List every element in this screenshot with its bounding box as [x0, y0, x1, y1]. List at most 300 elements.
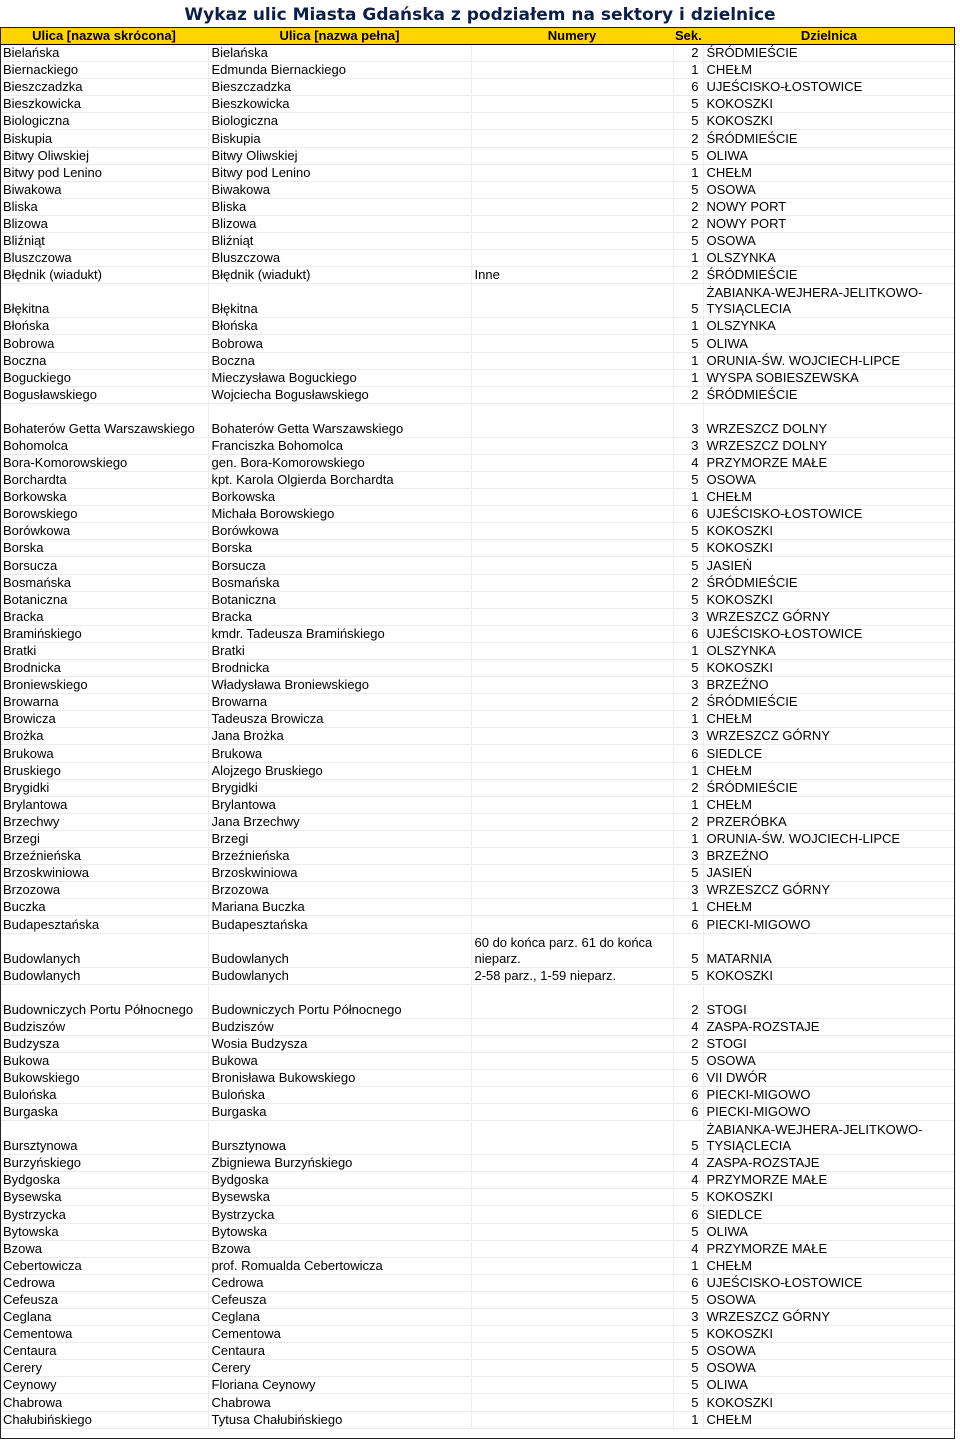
- cell-short-name: Borsucza: [0, 557, 208, 574]
- cell-district: PIECKI-MIGOWO: [703, 1086, 955, 1103]
- cell-full-name: Bitwy Oliwskiej: [208, 147, 471, 164]
- cell-full-name: Browarna: [208, 694, 471, 711]
- table-row: [0, 250, 955, 267]
- cell-full-name: Bluszczowa: [208, 250, 471, 267]
- cell-numbers: [471, 198, 673, 215]
- cell-district: WRZESZCZ GÓRNY: [703, 608, 955, 625]
- cell-full-name: Mariana Buczka: [208, 899, 471, 916]
- table-row: [0, 437, 955, 454]
- table-row: [0, 267, 955, 284]
- cell-full-name: Wosia Budzysza: [208, 1035, 471, 1052]
- cell-sector: 5: [673, 865, 703, 882]
- cell-short-name: Brukowa: [0, 745, 208, 762]
- cell-numbers: [471, 642, 673, 659]
- cell-district: ŚRÓDMIEŚCIE: [703, 574, 955, 591]
- cell-short-name: Ceglana: [0, 1309, 208, 1326]
- table-row: [0, 1309, 955, 1326]
- table-row: [0, 711, 955, 728]
- cell-short-name: Bogusławskiego: [0, 386, 208, 403]
- cell-district: VII DWÓR: [703, 1069, 955, 1086]
- cell-short-name: Browarna: [0, 694, 208, 711]
- table-row: [0, 1291, 955, 1308]
- cell-sector: 5: [673, 1291, 703, 1308]
- page-title: Wykaz ulic Miasta Gdańska z podziałem na sektory i dzielnice: [184, 5, 776, 25]
- table-row: [0, 352, 955, 369]
- cell-short-name: Borchardta: [0, 471, 208, 488]
- cell-full-name: Botaniczna: [208, 591, 471, 608]
- cell-full-name: Bliźniąt: [208, 233, 471, 250]
- cell-district: WRZESZCZ DOLNY: [703, 437, 955, 454]
- cell-sector: 6: [673, 506, 703, 523]
- cell-full-name: Brzegi: [208, 830, 471, 847]
- cell-sector: 2: [673, 130, 703, 147]
- cell-district: CHEŁM: [703, 62, 955, 79]
- header-district: Dzielnica: [703, 27, 955, 45]
- table-row: [0, 728, 955, 745]
- table-row: [0, 454, 955, 471]
- cell-numbers: [471, 489, 673, 506]
- cell-numbers: [471, 284, 673, 318]
- cell-short-name: Błońska: [0, 318, 208, 335]
- cell-full-name: Budapesztańska: [208, 916, 471, 933]
- cell-full-name: Błońska: [208, 318, 471, 335]
- cell-short-name: Brodnicka: [0, 660, 208, 677]
- cell-numbers: [471, 1360, 673, 1377]
- cell-district: STOGI: [703, 984, 955, 1018]
- cell-sector: 2: [673, 694, 703, 711]
- cell-short-name: Biwakowa: [0, 181, 208, 198]
- cell-numbers: [471, 96, 673, 113]
- cell-numbers: [471, 113, 673, 130]
- cell-full-name: Chabrowa: [208, 1394, 471, 1411]
- cell-sector: 5: [673, 1360, 703, 1377]
- cell-short-name: Budapesztańska: [0, 916, 208, 933]
- cell-numbers: [471, 437, 673, 454]
- cell-numbers: [471, 1052, 673, 1069]
- cell-district: WRZESZCZ GÓRNY: [703, 882, 955, 899]
- cell-short-name: Borska: [0, 540, 208, 557]
- cell-district: ORUNIA-ŚW. WOJCIECH-LIPCE: [703, 352, 955, 369]
- cell-district: UJEŚCISKO-ŁOSTOWICE: [703, 79, 955, 96]
- cell-full-name: Władysława Broniewskiego: [208, 677, 471, 694]
- cell-district: WRZESZCZ GÓRNY: [703, 728, 955, 745]
- cell-sector: 1: [673, 250, 703, 267]
- table-body: [0, 45, 955, 1429]
- table-row: [0, 625, 955, 642]
- cell-numbers: [471, 215, 673, 232]
- cell-district: CHEŁM: [703, 762, 955, 779]
- cell-full-name: Brzozowa: [208, 882, 471, 899]
- cell-full-name: Tytusa Chałubińskiego: [208, 1411, 471, 1428]
- cell-sector: 5: [673, 1121, 703, 1155]
- cell-numbers: [471, 984, 673, 1018]
- cell-numbers: [471, 1172, 673, 1189]
- cell-district: SIEDLCE: [703, 1206, 955, 1223]
- cell-sector: 2: [673, 1035, 703, 1052]
- cell-sector: 1: [673, 830, 703, 847]
- cell-full-name: Bzowa: [208, 1240, 471, 1257]
- cell-district: ZASPA-ROZSTAJE: [703, 1018, 955, 1035]
- cell-short-name: Bruskiego: [0, 762, 208, 779]
- cell-full-name: Bliska: [208, 198, 471, 215]
- cell-full-name: Bukowa: [208, 1052, 471, 1069]
- cell-numbers: [471, 1018, 673, 1035]
- cell-district: UJEŚCISKO-ŁOSTOWICE: [703, 625, 955, 642]
- cell-short-name: Bukowa: [0, 1052, 208, 1069]
- cell-full-name: Jana Brożka: [208, 728, 471, 745]
- cell-sector: 5: [673, 1189, 703, 1206]
- cell-numbers: [471, 1291, 673, 1308]
- cell-sector: 1: [673, 762, 703, 779]
- cell-district: ŚRÓDMIEŚCIE: [703, 267, 955, 284]
- cell-sector: 1: [673, 899, 703, 916]
- cell-district: KOKOSZKI: [703, 96, 955, 113]
- cell-numbers: [471, 1155, 673, 1172]
- cell-full-name: Bracka: [208, 608, 471, 625]
- cell-full-name: Cementowa: [208, 1326, 471, 1343]
- cell-district: OLSZYNKA: [703, 250, 955, 267]
- cell-short-name: Bystrzycka: [0, 1206, 208, 1223]
- table-row: [0, 198, 955, 215]
- table-row: [0, 386, 955, 403]
- cell-full-name: Budowniczych Portu Północnego: [208, 984, 471, 1018]
- cell-district: OLIWA: [703, 147, 955, 164]
- cell-sector: 6: [673, 916, 703, 933]
- table-row: [0, 608, 955, 625]
- cell-full-name: Błędnik (wiadukt): [208, 267, 471, 284]
- cell-sector: 3: [673, 728, 703, 745]
- cell-sector: 6: [673, 1104, 703, 1121]
- cell-district: OSOWA: [703, 233, 955, 250]
- cell-full-name: Bydgoska: [208, 1172, 471, 1189]
- cell-district: OSOWA: [703, 181, 955, 198]
- cell-full-name: gen. Bora-Komorowskiego: [208, 454, 471, 471]
- cell-district: OLIWA: [703, 1223, 955, 1240]
- cell-district: NOWY PORT: [703, 198, 955, 215]
- cell-full-name: Borówkowa: [208, 523, 471, 540]
- table-row: [0, 882, 955, 899]
- cell-full-name: Bronisława Bukowskiego: [208, 1069, 471, 1086]
- cell-numbers: [471, 1343, 673, 1360]
- cell-sector: 2: [673, 984, 703, 1018]
- cell-sector: 3: [673, 403, 703, 437]
- table-row: [0, 779, 955, 796]
- cell-numbers: [471, 369, 673, 386]
- cell-short-name: Brożka: [0, 728, 208, 745]
- cell-short-name: Bora-Komorowskiego: [0, 454, 208, 471]
- cell-sector: 4: [673, 454, 703, 471]
- cell-sector: 2: [673, 215, 703, 232]
- cell-full-name: Cedrowa: [208, 1274, 471, 1291]
- cell-sector: 6: [673, 625, 703, 642]
- table-row: [0, 1411, 955, 1428]
- table-row: [0, 147, 955, 164]
- cell-district: CHEŁM: [703, 489, 955, 506]
- cell-numbers: [471, 677, 673, 694]
- cell-sector: 1: [673, 642, 703, 659]
- header-row: [0, 27, 955, 45]
- cell-full-name: Błękitna: [208, 284, 471, 318]
- cell-numbers: [471, 318, 673, 335]
- cell-numbers: [471, 1223, 673, 1240]
- cell-short-name: Budziszów: [0, 1018, 208, 1035]
- cell-short-name: Budowlanych: [0, 933, 208, 967]
- cell-full-name: Ceglana: [208, 1309, 471, 1326]
- cell-sector: 2: [673, 267, 703, 284]
- cell-full-name: Franciszka Bohomolca: [208, 437, 471, 454]
- cell-district: KOKOSZKI: [703, 540, 955, 557]
- cell-short-name: Cebertowicza: [0, 1257, 208, 1274]
- cell-full-name: Bratki: [208, 642, 471, 659]
- cell-short-name: Brzoskwiniowa: [0, 865, 208, 882]
- table-row: [0, 677, 955, 694]
- cell-sector: 4: [673, 1240, 703, 1257]
- cell-district: CHEŁM: [703, 899, 955, 916]
- cell-district: UJEŚCISKO-ŁOSTOWICE: [703, 1274, 955, 1291]
- table-row: [0, 1052, 955, 1069]
- cell-short-name: Brzechwy: [0, 813, 208, 830]
- cell-sector: 5: [673, 284, 703, 318]
- cell-sector: 6: [673, 745, 703, 762]
- table-row: [0, 471, 955, 488]
- cell-sector: 1: [673, 1411, 703, 1428]
- table-row: [0, 574, 955, 591]
- cell-short-name: Bulońska: [0, 1086, 208, 1103]
- table-row: [0, 865, 955, 882]
- table-row: [0, 1223, 955, 1240]
- cell-short-name: Bobrowa: [0, 335, 208, 352]
- cell-full-name: Bytowska: [208, 1223, 471, 1240]
- cell-full-name: Bielańska: [208, 45, 471, 62]
- cell-short-name: Bysewska: [0, 1189, 208, 1206]
- cell-numbers: [471, 694, 673, 711]
- cell-sector: 5: [673, 96, 703, 113]
- cell-full-name: Michała Borowskiego: [208, 506, 471, 523]
- cell-district: ORUNIA-ŚW. WOJCIECH-LIPCE: [703, 830, 955, 847]
- cell-short-name: Budowlanych: [0, 967, 208, 984]
- cell-numbers: [471, 574, 673, 591]
- cell-district: WRZESZCZ GÓRNY: [703, 1309, 955, 1326]
- cell-sector: 5: [673, 1223, 703, 1240]
- header-numbers: Numery: [471, 27, 673, 45]
- street-table: [0, 27, 956, 1429]
- table-row: [0, 1172, 955, 1189]
- cell-numbers: [471, 335, 673, 352]
- cell-sector: 3: [673, 437, 703, 454]
- table-row: [0, 642, 955, 659]
- cell-sector: 6: [673, 1206, 703, 1223]
- cell-short-name: Bukowskiego: [0, 1069, 208, 1086]
- cell-numbers: [471, 1104, 673, 1121]
- cell-numbers: [471, 147, 673, 164]
- table-row: [0, 694, 955, 711]
- cell-short-name: Borowskiego: [0, 506, 208, 523]
- cell-short-name: Błękitna: [0, 284, 208, 318]
- cell-full-name: Floriana Ceynowy: [208, 1377, 471, 1394]
- cell-short-name: Chabrowa: [0, 1394, 208, 1411]
- cell-district: ŻABIANKA-WEJHERA-JELITKOWO-TYSIĄCLECIA: [703, 1121, 955, 1155]
- cell-district: BRZEŹNO: [703, 677, 955, 694]
- cell-full-name: Brzoskwiniowa: [208, 865, 471, 882]
- cell-short-name: Bitwy pod Lenino: [0, 164, 208, 181]
- cell-numbers: [471, 1274, 673, 1291]
- cell-short-name: Browicza: [0, 711, 208, 728]
- cell-district: SIEDLCE: [703, 745, 955, 762]
- cell-sector: 5: [673, 233, 703, 250]
- cell-numbers: [471, 779, 673, 796]
- cell-short-name: Budzysza: [0, 1035, 208, 1052]
- cell-district: ZASPA-ROZSTAJE: [703, 1155, 955, 1172]
- cell-district: PRZYMORZE MAŁE: [703, 1240, 955, 1257]
- cell-short-name: Chałubińskiego: [0, 1411, 208, 1428]
- cell-numbers: [471, 1377, 673, 1394]
- cell-full-name: Bysewska: [208, 1189, 471, 1206]
- cell-district: CHEŁM: [703, 711, 955, 728]
- cell-district: OSOWA: [703, 471, 955, 488]
- table-row: [0, 1360, 955, 1377]
- cell-sector: 1: [673, 711, 703, 728]
- header-full-name: Ulica [nazwa pełna]: [208, 27, 471, 45]
- cell-short-name: Bliska: [0, 198, 208, 215]
- cell-short-name: Bieszkowicka: [0, 96, 208, 113]
- cell-district: CHEŁM: [703, 1257, 955, 1274]
- cell-sector: 2: [673, 813, 703, 830]
- cell-numbers: [471, 745, 673, 762]
- cell-district: PIECKI-MIGOWO: [703, 1104, 955, 1121]
- cell-sector: 5: [673, 181, 703, 198]
- cell-district: KOKOSZKI: [703, 523, 955, 540]
- cell-numbers: [471, 1309, 673, 1326]
- cell-numbers: [471, 591, 673, 608]
- cell-numbers: [471, 865, 673, 882]
- cell-full-name: Bieszkowicka: [208, 96, 471, 113]
- cell-numbers: [471, 1394, 673, 1411]
- cell-full-name: Mieczysława Boguckiego: [208, 369, 471, 386]
- cell-full-name: Bohaterów Getta Warszawskiego: [208, 403, 471, 437]
- table-row: [0, 403, 955, 437]
- table-row: [0, 1343, 955, 1360]
- cell-sector: 3: [673, 677, 703, 694]
- table-row: [0, 1257, 955, 1274]
- cell-numbers: [471, 796, 673, 813]
- cell-sector: 5: [673, 1394, 703, 1411]
- cell-numbers: [471, 164, 673, 181]
- cell-sector: 1: [673, 164, 703, 181]
- header-short-name: Ulica [nazwa skrócona]: [0, 27, 208, 45]
- table-row: [0, 96, 955, 113]
- table-row: [0, 369, 955, 386]
- cell-numbers: [471, 1206, 673, 1223]
- table-row: [0, 1018, 955, 1035]
- cell-short-name: Bramińskiego: [0, 625, 208, 642]
- cell-short-name: Biernackiego: [0, 62, 208, 79]
- cell-short-name: Bydgoska: [0, 1172, 208, 1189]
- cell-sector: 1: [673, 369, 703, 386]
- cell-numbers: [471, 1257, 673, 1274]
- cell-numbers: [471, 523, 673, 540]
- table-row: [0, 762, 955, 779]
- cell-district: KOKOSZKI: [703, 1326, 955, 1343]
- table-row: [0, 1394, 955, 1411]
- cell-full-name: Bobrowa: [208, 335, 471, 352]
- cell-district: ŚRÓDMIEŚCIE: [703, 45, 955, 62]
- table-row: [0, 181, 955, 198]
- cell-numbers: [471, 660, 673, 677]
- cell-full-name: Brodnicka: [208, 660, 471, 677]
- cell-numbers: [471, 625, 673, 642]
- table-row: [0, 1121, 955, 1155]
- cell-sector: 5: [673, 1343, 703, 1360]
- cell-full-name: Jana Brzechwy: [208, 813, 471, 830]
- cell-sector: 5: [673, 335, 703, 352]
- cell-full-name: Boczna: [208, 352, 471, 369]
- cell-short-name: Borówkowa: [0, 523, 208, 540]
- cell-numbers: [471, 506, 673, 523]
- cell-numbers: [471, 130, 673, 147]
- cell-district: CHEŁM: [703, 1411, 955, 1428]
- table-row: [0, 796, 955, 813]
- cell-sector: 4: [673, 1172, 703, 1189]
- cell-numbers: [471, 711, 673, 728]
- cell-district: OLSZYNKA: [703, 642, 955, 659]
- cell-numbers: Inne: [471, 267, 673, 284]
- cell-sector: 6: [673, 79, 703, 96]
- cell-short-name: Buczka: [0, 899, 208, 916]
- cell-district: OSOWA: [703, 1343, 955, 1360]
- cell-full-name: Borkowska: [208, 489, 471, 506]
- cell-short-name: Ceynowy: [0, 1377, 208, 1394]
- cell-short-name: Brzeźnieńska: [0, 848, 208, 865]
- cell-sector: 5: [673, 933, 703, 967]
- cell-district: PRZERÓBKA: [703, 813, 955, 830]
- cell-short-name: Cerery: [0, 1360, 208, 1377]
- cell-full-name: Borska: [208, 540, 471, 557]
- table-row: [0, 284, 955, 318]
- table-row: [0, 45, 955, 62]
- cell-numbers: [471, 830, 673, 847]
- cell-short-name: Biskupia: [0, 130, 208, 147]
- cell-sector: 3: [673, 608, 703, 625]
- cell-numbers: [471, 762, 673, 779]
- cell-numbers: [471, 403, 673, 437]
- cell-district: KOKOSZKI: [703, 660, 955, 677]
- table-row: [0, 1274, 955, 1291]
- cell-district: MATARNIA: [703, 933, 955, 967]
- cell-numbers: [471, 181, 673, 198]
- cell-full-name: kpt. Karola Olgierda Borchardta: [208, 471, 471, 488]
- cell-district: OLIWA: [703, 335, 955, 352]
- cell-short-name: Burgaska: [0, 1104, 208, 1121]
- cell-sector: 4: [673, 1018, 703, 1035]
- table-row: [0, 215, 955, 232]
- table-row: [0, 660, 955, 677]
- cell-full-name: Brylantowa: [208, 796, 471, 813]
- cell-district: PRZYMORZE MAŁE: [703, 1172, 955, 1189]
- table-row: [0, 557, 955, 574]
- cell-full-name: Biskupia: [208, 130, 471, 147]
- cell-district: KOKOSZKI: [703, 967, 955, 984]
- table-row: [0, 164, 955, 181]
- cell-short-name: Biologiczna: [0, 113, 208, 130]
- cell-numbers: [471, 1240, 673, 1257]
- table-row: [0, 899, 955, 916]
- cell-numbers: [471, 250, 673, 267]
- cell-numbers: [471, 882, 673, 899]
- cell-full-name: Budowlanych: [208, 933, 471, 967]
- cell-short-name: Budowniczych Portu Północnego: [0, 984, 208, 1018]
- header-sector: Sek.: [675, 28, 702, 43]
- cell-district: BRZEŹNO: [703, 848, 955, 865]
